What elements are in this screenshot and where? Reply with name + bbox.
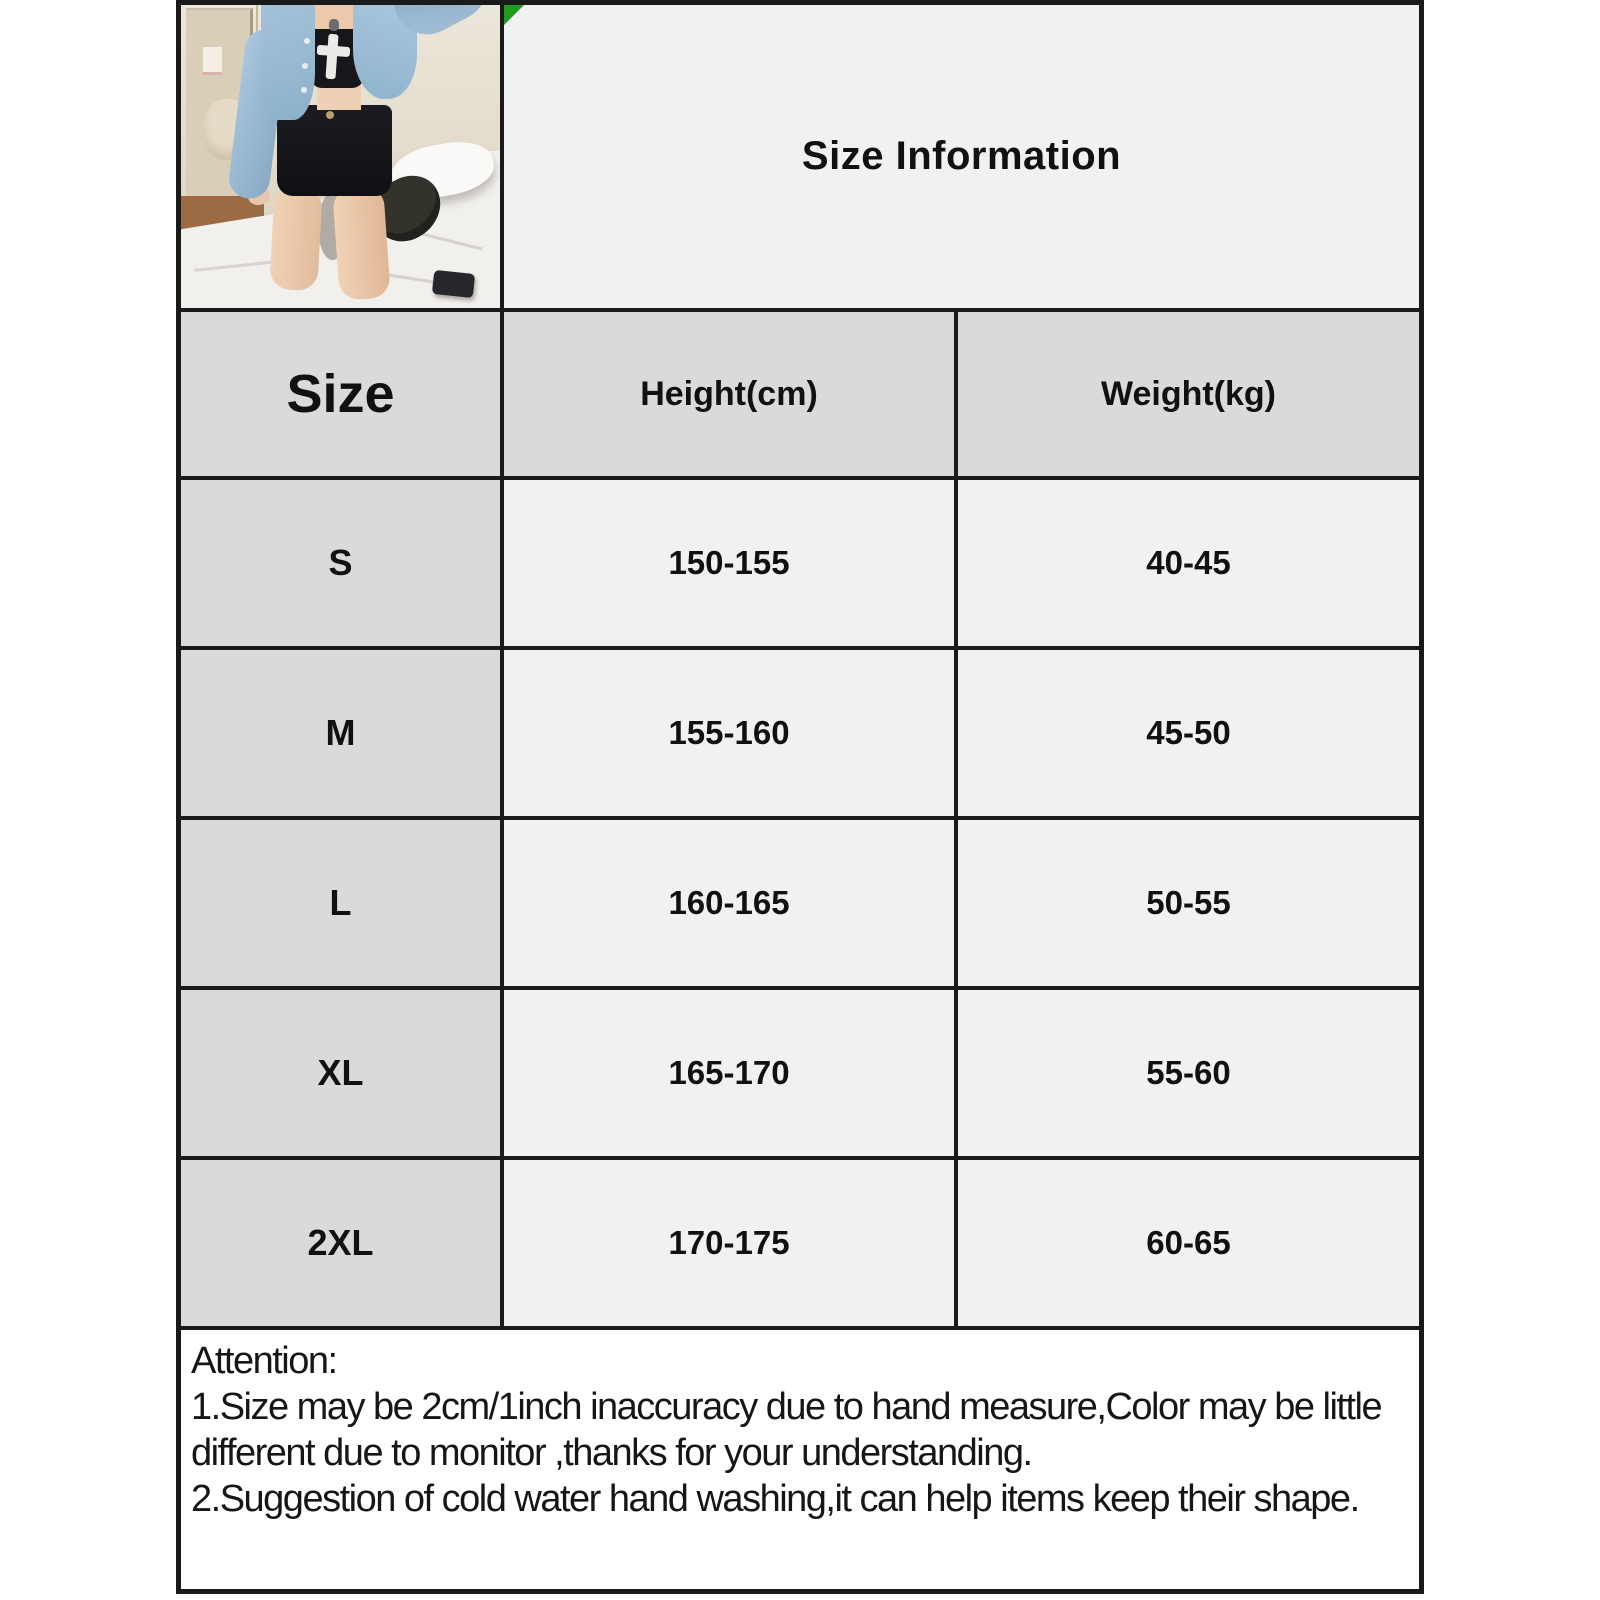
photo-jacket-button: [301, 87, 307, 93]
photo-denim-jacket-left: [261, 5, 315, 120]
photo-midriff: [317, 85, 362, 109]
row-size-label: M: [181, 650, 504, 820]
row-height-value: 170-175: [504, 1160, 958, 1330]
row-height-value: 155-160: [504, 650, 958, 820]
photo-shorts-button: [326, 111, 334, 119]
row-weight-value: 55-60: [958, 990, 1419, 1160]
photo-necklace-pendant: [329, 19, 339, 31]
column-header-height: Height(cm): [504, 312, 958, 480]
row-weight-value: 50-55: [958, 820, 1419, 990]
row-height-value: 165-170: [504, 990, 958, 1160]
row-height-value: 160-165: [504, 820, 958, 990]
attention-line-1: 1.Size may be 2cm/1inch inaccuracy due to hand measure,Color may be little: [191, 1386, 1382, 1428]
row-weight-value: 40-45: [958, 480, 1419, 650]
row-weight-value: 45-50: [958, 650, 1419, 820]
photo-phone: [432, 270, 476, 298]
row-size-label: XL: [181, 990, 504, 1160]
attention-line-3: 2.Suggestion of cold water hand washing,it can help items keep their shape.: [191, 1478, 1359, 1520]
row-height-value: 150-155: [504, 480, 958, 650]
column-header-size: Size: [181, 312, 504, 480]
row-weight-value: 60-65: [958, 1160, 1419, 1330]
photo-left-leg: [269, 186, 322, 291]
attention-heading: Attention:: [191, 1340, 337, 1382]
photo-door-sign: [203, 47, 222, 71]
page-title: Size Information: [801, 134, 1122, 178]
attention-line-2: different due to monitor ,thanks for your understanding.: [191, 1432, 1032, 1474]
attention-note: [181, 1330, 1419, 1589]
title-cell: [504, 5, 1419, 312]
photo-right-leg: [332, 185, 391, 300]
row-size-label: L: [181, 820, 504, 990]
column-header-weight: Weight(kg): [958, 312, 1419, 480]
photo-jacket-button: [302, 63, 308, 69]
size-table: [176, 0, 1424, 1594]
row-size-label: S: [181, 480, 504, 650]
cell-flag-triangle-icon: [504, 5, 524, 25]
product-photo: [181, 5, 504, 312]
row-size-label: 2XL: [181, 1160, 504, 1330]
